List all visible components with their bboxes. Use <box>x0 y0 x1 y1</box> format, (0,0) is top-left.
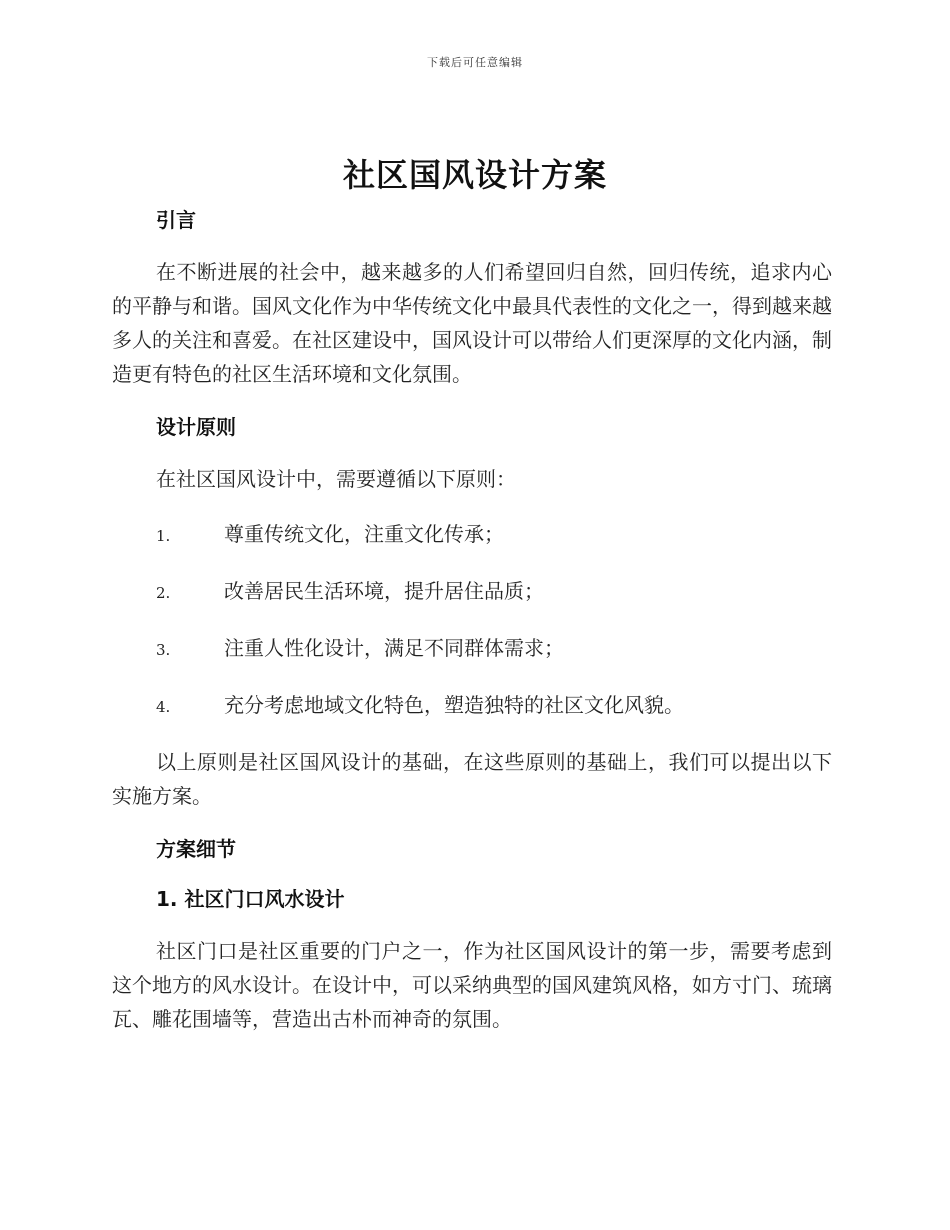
list-item-text: 注重人性化设计，满足不同群体需求； <box>224 636 564 660</box>
list-item-text: 改善居民生活环境，提升居住品质； <box>224 579 544 603</box>
details-heading: 方案细节 <box>156 837 236 861</box>
details-subheading-1: 1. 社区门口风水设计 <box>156 887 345 911</box>
principles-lead: 在社区国风设计中，需要遵循以下原则： <box>156 467 516 491</box>
intro-paragraph: 在不断进展的社会中，越来越多的人们希望回归自然，回归传统，追求内心的平静与和谐。国风文化作为中华传统文化中最具代表性的文化之一，得到越来越多人的关注和喜爱。在社区建设中，国风设计可以带给人们更深厚的文化内涵，制造更有特色的社区生活环境和文化氛围。 <box>112 260 832 386</box>
list-item <box>156 574 832 610</box>
list-item-number: 4. <box>156 698 171 716</box>
list-item <box>156 631 832 667</box>
principles-heading: 设计原则 <box>156 415 236 439</box>
list-item-text: 充分考虑地域文化特色，塑造独特的社区文化风貌。 <box>224 693 684 717</box>
document-body <box>112 205 832 1036</box>
principles-closing: 以上原则是社区国风设计的基础，在这些原则的基础上，我们可以提出以下实施方案。 <box>112 750 832 808</box>
header-note: 下载后可任意编辑 <box>427 56 523 69</box>
list-item-number: 3. <box>156 641 171 659</box>
intro-heading: 引言 <box>156 208 196 232</box>
list-item-number: 2. <box>156 584 171 602</box>
details-paragraph-1: 社区门口是社区重要的门户之一，作为社区国风设计的第一步，需要考虑到这个地方的风水设计。在设计中，可以采纳典型的国风建筑风格，如方寸门、琉璃瓦、雕花围墙等，营造出古朴而神奇的氛围。 <box>112 939 832 1031</box>
list-item-text: 尊重传统文化，注重文化传承； <box>224 522 504 546</box>
list-item-number: 1. <box>156 527 171 545</box>
list-item <box>156 517 832 553</box>
list-item <box>156 688 832 724</box>
page-title: 社区国风设计方案 <box>342 156 607 194</box>
